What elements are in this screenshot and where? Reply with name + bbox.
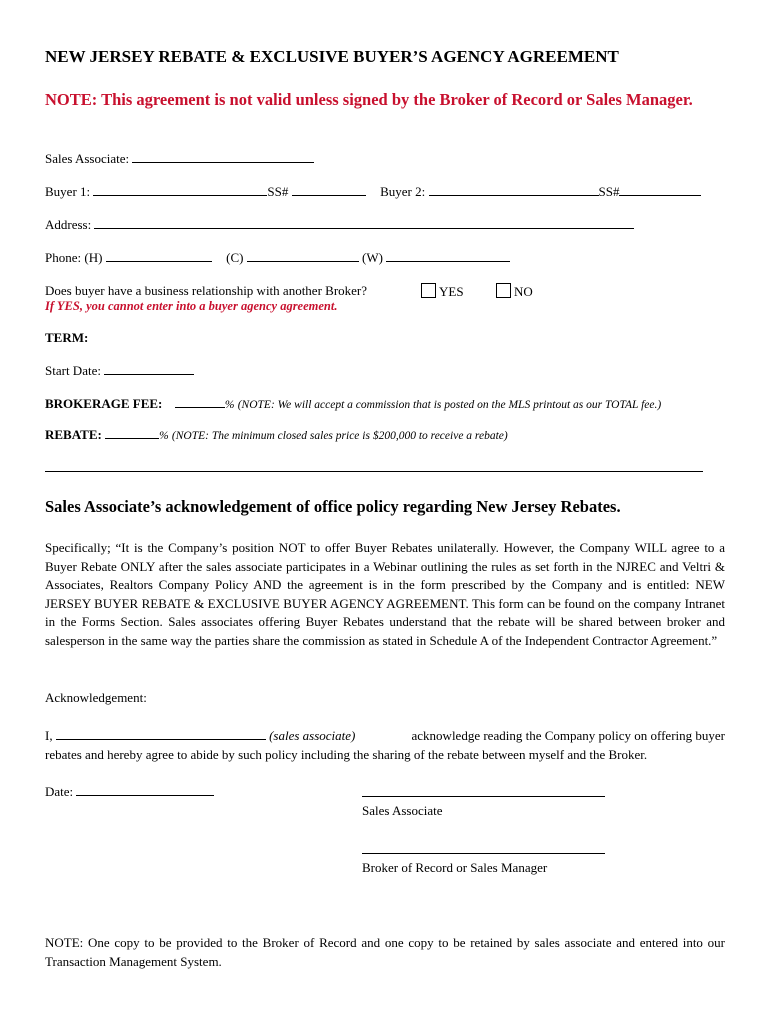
relationship-warning: If YES, you cannot enter into a buyer agency agreement. — [45, 299, 338, 313]
no-label: NO — [514, 284, 533, 299]
rebate-percent: % — [159, 430, 169, 442]
acknowledgement-statement — [45, 727, 725, 764]
rebate-label: REBATE: — [45, 427, 102, 442]
yes-label: YES — [439, 284, 464, 299]
date-field[interactable] — [76, 784, 214, 796]
phone-w-label: (W) — [362, 250, 383, 265]
address-row — [45, 217, 634, 233]
no-checkbox[interactable] — [496, 283, 511, 298]
buyer-row — [45, 184, 701, 200]
phone-h-label: Phone: (H) — [45, 250, 103, 265]
acknowledgement-label: Acknowledgement: — [45, 690, 147, 705]
phone-c-label: (C) — [226, 250, 244, 265]
brokerage-fee-field[interactable] — [175, 396, 225, 408]
phone-row — [45, 250, 510, 266]
date-label: Date: — [45, 784, 74, 799]
brokerage-label: BROKERAGE FEE: — [45, 396, 163, 411]
broker-signature-label: Broker of Record or Sales Manager — [362, 860, 548, 875]
phone-h-field[interactable] — [106, 250, 212, 262]
policy-paragraph: Specifically; “It is the Company’s position NOT to offer Buyer Rebates unilaterally. However, the Company WILL agree to a Buyer Rebate ONLY after the sales associate participates in a Webinar outlining the rules as set forth in the NJREC and Veltri & Associates, Realtors Company Policy AND the agreement is in the form prescribed by the Company and is entitled: NEW JERSEY BUYER REBATE & EXCLUSIVE BUYER AGENCY AGREEMENT. This form can be found on the company Intranet in the Forms Section. Sales associates offering Buyer Rebates understand that the rebate will be shared between broker and salesperson in the same way the parties share the commission as stated in Schedule A of the Independent Contractor Agreement.” — [45, 540, 725, 648]
sales-associate-row — [45, 151, 314, 167]
section-divider — [45, 471, 703, 472]
i-label: I, — [45, 728, 53, 743]
date-row — [45, 784, 214, 800]
buyer2-label: Buyer 2: — [380, 184, 426, 199]
footer-note: NOTE: One copy to be provided to the Broker of Record and one copy to be retained by sales associate and entered into our Transaction Management System. — [45, 935, 725, 969]
no-option[interactable] — [496, 283, 533, 300]
phone-w-field[interactable] — [386, 250, 510, 262]
document-title: NEW JERSEY REBATE & EXCLUSIVE BUYER’S AGENCY AGREEMENT — [45, 47, 619, 66]
start-date-label: Start Date: — [45, 363, 101, 378]
sales-associate-field[interactable] — [132, 151, 314, 163]
yes-option[interactable] — [421, 283, 464, 300]
rebate-row — [45, 427, 508, 443]
validity-note: NOTE: This agreement is not valid unless signed by the Broker of Record or Sales Manager. — [45, 90, 693, 109]
sales-associate-label: Sales Associate: — [45, 151, 130, 166]
acknowledgement-heading: Sales Associate’s acknowledgement of office policy regarding New Jersey Rebates. — [45, 497, 621, 516]
ss1-field[interactable] — [292, 184, 366, 196]
ss2-label: SS# — [598, 184, 620, 199]
sales-associate-signature-label: Sales Associate — [362, 803, 443, 818]
sales-associate-name-field[interactable] — [56, 728, 266, 740]
ss1-label: SS# — [267, 184, 289, 199]
brokerage-note: (NOTE: We will accept a commission that is posted on the MLS printout as our TOTAL fee.) — [237, 399, 662, 411]
buyer1-field[interactable] — [93, 184, 267, 196]
statement-line-a: acknowledge reading the Company policy on offering buyer — [411, 728, 725, 743]
address-field[interactable] — [94, 217, 634, 229]
phone-c-field[interactable] — [247, 250, 359, 262]
sales-associate-signature-line[interactable] — [362, 796, 605, 797]
buyer2-field[interactable] — [429, 184, 599, 196]
rebate-field[interactable] — [105, 427, 159, 439]
start-date-field[interactable] — [104, 363, 194, 375]
broker-signature-line[interactable] — [362, 853, 605, 854]
brokerage-percent: % — [224, 399, 235, 411]
address-label: Address: — [45, 217, 92, 232]
relationship-question: Does buyer have a business relationship with another Broker? — [45, 283, 368, 298]
rebate-note: (NOTE: The minimum closed sales price is $200,000 to receive a rebate) — [171, 430, 508, 442]
start-date-row — [45, 363, 194, 379]
term-label: TERM: — [45, 330, 89, 345]
ss2-field[interactable] — [619, 184, 701, 196]
brokerage-row — [45, 396, 661, 412]
sales-associate-paren: (sales associate) — [269, 728, 356, 743]
statement-line-b: rebates and hereby agree to abide by such policy including the sharing of the rebate between myself and the Broker. — [45, 746, 648, 762]
yes-checkbox[interactable] — [421, 283, 436, 298]
buyer1-label: Buyer 1: — [45, 184, 91, 199]
